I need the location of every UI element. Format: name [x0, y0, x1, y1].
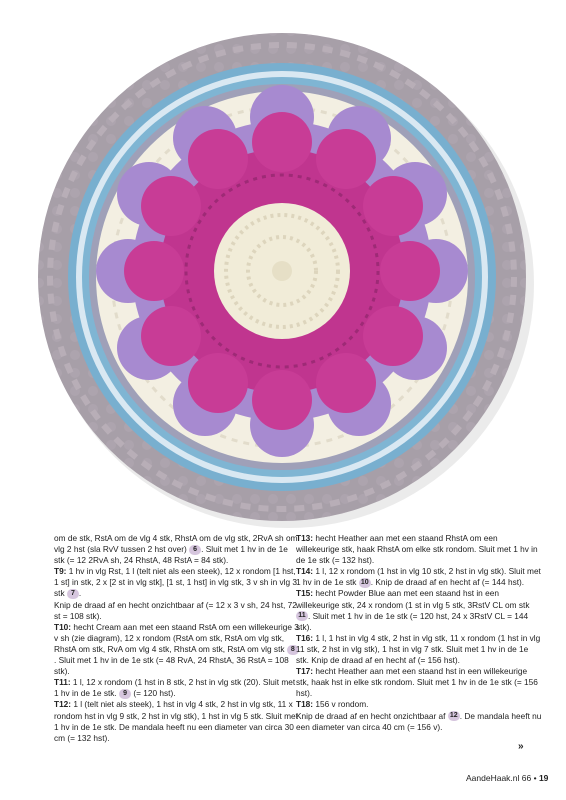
- instruction-text-after: (= 120 hst).: [131, 688, 176, 699]
- page-footer: [466, 773, 548, 783]
- diagram-step-badge: 8: [287, 645, 299, 655]
- diagram-step-badge: 9: [119, 689, 131, 699]
- diagram-step-badge: 6: [189, 545, 201, 555]
- instruction-paragraph: [296, 566, 542, 588]
- instructions-left-column: [54, 533, 300, 744]
- diagram-step-badge: 11: [296, 611, 308, 621]
- instruction-text-after: . Sluit met 1 hv in de 1e stk (= 48 RvA, 24 RhstA, 36 RstA = 108 stk).: [54, 655, 289, 677]
- instruction-paragraph: [54, 699, 300, 743]
- instruction-text: 156 v rondom.: [313, 699, 369, 710]
- instruction-paragraph: [296, 666, 542, 699]
- instruction-paragraph: [54, 677, 300, 699]
- round-tag: T13:: [296, 533, 314, 543]
- instruction-text: hecht Heather aan met een staand hst in een willekeurige stk, haak hst in elke stk rondom. Sluit met 1 hv in de 1e stk (= 156 hst).: [296, 666, 538, 699]
- continue-arrow: »: [518, 741, 524, 752]
- instruction-text-after: .: [78, 588, 82, 599]
- diagram-step-badge: 12: [448, 711, 460, 721]
- instruction-paragraph: [296, 699, 542, 710]
- instruction-text: Knip de draad af en hecht onzichtbaar af (= 12 x 3 v sh, 24 hst, 72 st = 108 stk).: [54, 599, 297, 621]
- instruction-paragraph: [54, 533, 300, 566]
- instruction-text-after: . Knip de draad af en hecht af (= 144 hst).: [370, 577, 525, 588]
- instruction-text: 1 l, 12 x rondom (1 hst in 8 stk, 2 hst in vlg stk (20). Sluit met 1 hv in de 1e stk.: [54, 677, 296, 699]
- page-number: 19: [538, 773, 549, 783]
- instruction-text: 1 hv in vlg Rst, 1 l (telt niet als een steek), 12 x rondom [1 hst, 1 st] in stk, 2 x [2 st in vlg stk], [1 st, 1 hst] in vlg stk, 3 v sh in vlg 3 stk: [54, 566, 298, 599]
- round-tag: T16:: [296, 632, 314, 643]
- round-tag: T14:: [296, 566, 314, 577]
- watermark: PassionForum.ru: [456, 785, 522, 794]
- instruction-text: 1 l (telt niet als steek), 1 hst in vlg 4 stk, 2 hst in vlg stk, 11 x rondom hst in vlg 9 stk, 2 hst in vlg stk), 1 hst in vlg 5 stk. Sluit met 1 hv in de 1e stk. De mandala heeft nu een diameter van circa 30 cm (= 132 hst).: [54, 699, 298, 743]
- instruction-text: hecht Cream aan met een staand RstA om een willekeurige 3 v sh (zie diagram), 12 x rondom (RstA om stk, RstA om vlg stk, RhstA om stk, RvA om vlg 4 stk, RhstA om stk, RstA om vlg stk: [54, 621, 299, 654]
- instruction-paragraph: [296, 711, 542, 733]
- instruction-paragraph: [54, 622, 300, 677]
- diagram-step-badge: 10: [359, 578, 371, 588]
- instruction-paragraph: [296, 588, 542, 632]
- instructions-right-column: [296, 533, 542, 733]
- instruction-text-after: . De mandala heeft nu een diameter van circa 40 cm (= 156 v).: [296, 710, 542, 732]
- round-tag: T18:: [296, 699, 314, 710]
- instruction-text: 1 l, 1 hst in vlg 4 stk, 2 hst in vlg stk, 11 x rondom (1 hst in vlg 11 stk, 2 hst in vlg stk), 1 hst in vlg 7 stk. Sluit met 1 hv in de 1e stk. Knip de draad af en hecht af (= 156 hst).: [296, 632, 541, 666]
- diagram-step-badge: 7: [67, 589, 79, 599]
- round-tag: T12:: [54, 699, 72, 710]
- instruction-paragraph: [296, 533, 542, 566]
- footer-separator: •: [533, 773, 537, 783]
- instruction-text: 1 l, 12 x rondom (1 hst in vlg 10 stk, 2 hst in vlg stk). Sluit met 1 hv in de 1e stk: [296, 566, 541, 588]
- round-tag: T15:: [296, 588, 314, 599]
- instruction-text: hecht Powder Blue aan met een staand hst in een willekeurige stk, 24 x rondom (1 st in vlg 5 stk, 3RstV CL om stk: [296, 588, 530, 610]
- footer-site: AandeHaak.nl 66: [466, 773, 532, 783]
- instruction-paragraph: [54, 566, 300, 599]
- round-tag: T11:: [54, 677, 71, 688]
- instruction-text: hecht Heather aan met een staand RhstA om een willekeurige stk, haak RhstA om elke stk rondom. Sluit met 1 hv in de 1e stk (= 132 hst).: [296, 533, 538, 566]
- mandala-photo: [30, 22, 536, 532]
- instruction-paragraph: [296, 633, 542, 666]
- instruction-text: om de stk, RstA om de vlg 4 stk, RhstA om de vlg stk, 2RvA sh om vlg 2 hst (sla RvV tussen 2 hst over): [54, 533, 298, 555]
- round-tag: T17:: [296, 666, 314, 677]
- instruction-text: Knip de draad af en hecht onzichtbaar af: [296, 710, 446, 721]
- round-tag: T10:: [54, 621, 72, 632]
- round-tag: T9:: [54, 566, 67, 577]
- instruction-text-after: . Sluit met 1 hv in de 1e stk (= 12 2RvA sh, 24 RhstA, 48 RstA = 84 stk).: [54, 544, 288, 566]
- instruction-text-after: . Sluit met 1 hv in de 1e stk (= 120 hst, 24 x 3RstV CL = 144 stk).: [296, 610, 529, 632]
- instruction-paragraph: [54, 600, 300, 622]
